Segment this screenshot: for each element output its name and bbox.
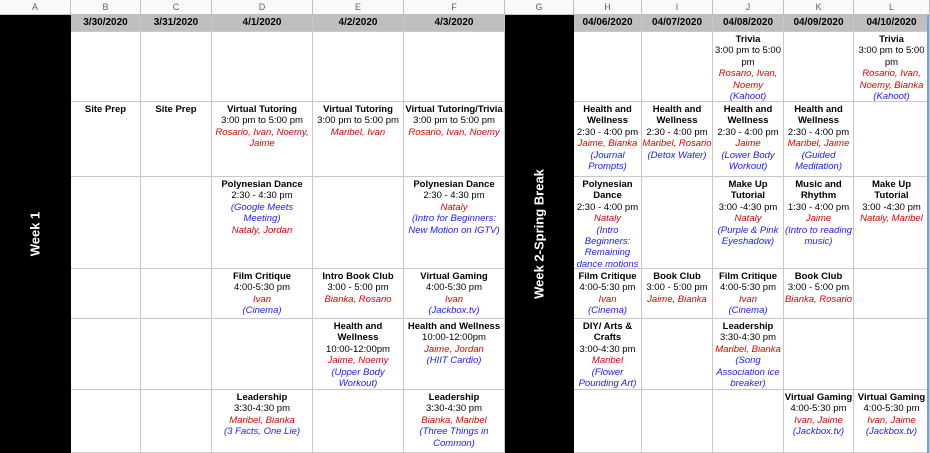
activity-time: 3:00 pm to 5:00 pm <box>858 45 925 68</box>
activity-time: 4:00-5:30 pm <box>234 282 290 294</box>
activity-note: (Lower Body Workout) <box>721 149 775 173</box>
activity-time: 4:00-5:30 pm <box>720 282 776 294</box>
activity-time: 3:00 -4:30 pm <box>718 201 778 213</box>
schedule-cell[interactable] <box>404 32 505 102</box>
column-header-i[interactable]: I <box>642 0 713 15</box>
activity-note: (Flower Pounding Art) <box>578 366 637 390</box>
activity-time: 2:30 - 4:00 pm <box>787 126 850 138</box>
schedule-cell[interactable] <box>141 319 212 390</box>
activity-cell[interactable] <box>574 102 642 177</box>
activity-staff: Ivan, Jaime <box>867 414 916 426</box>
activity-title: Health and Wellness <box>794 104 843 127</box>
activity-staff: Ivan <box>445 293 463 305</box>
activity-cell[interactable] <box>404 319 505 390</box>
activity-note: (Intro for Beginners: New Motion on IGTV) <box>408 213 500 236</box>
activity-note: (Cinema) <box>242 305 282 317</box>
activity-cell[interactable] <box>574 269 642 319</box>
schedule-cell[interactable] <box>71 390 141 453</box>
activity-time: 2:30 - 4:30 pm <box>423 190 485 202</box>
activity-staff: Rosario, Ivan, Noemy <box>718 68 778 91</box>
activity-cell[interactable] <box>713 319 784 390</box>
activity-cell[interactable] <box>713 177 784 269</box>
date-header[interactable]: 4/3/2020 <box>404 15 505 32</box>
schedule-cell[interactable] <box>71 32 141 102</box>
activity-staff: Maribel, Ivan <box>330 126 386 138</box>
activity-time: 3:00 - 5:00 pm <box>646 282 708 294</box>
activity-title: Music and Rhythm <box>795 179 842 202</box>
activity-cell[interactable] <box>141 102 212 177</box>
schedule-cell[interactable] <box>784 319 854 390</box>
schedule-cell[interactable] <box>713 390 784 453</box>
activity-title: Trivia <box>735 34 761 45</box>
activity-staff: Maribel <box>591 355 624 367</box>
activity-cell[interactable] <box>212 177 313 269</box>
activity-title: Book Club <box>794 271 843 282</box>
activity-staff: Jaime <box>805 213 832 225</box>
activity-note: (Journal Prompts) <box>588 149 627 173</box>
column-header-e[interactable]: E <box>313 0 404 15</box>
activity-title: Leadership <box>428 392 480 403</box>
activity-time: 3:00 pm to 5:00 pm <box>221 115 303 127</box>
activity-time: 2:30 - 4:00 pm <box>576 126 639 138</box>
activity-time: 4:00-5:30 pm <box>790 403 847 415</box>
schedule-cell[interactable] <box>854 102 930 177</box>
date-header[interactable]: 04/08/2020 <box>713 15 784 32</box>
date-header[interactable]: 4/1/2020 <box>212 15 313 32</box>
activity-cell[interactable] <box>784 269 854 319</box>
date-header[interactable]: 04/09/2020 <box>784 15 854 32</box>
activity-time: 3:30-4:30 pm <box>234 403 290 415</box>
schedule-cell[interactable] <box>141 177 212 269</box>
activity-staff: Jaime, Noemy <box>327 355 389 367</box>
activity-title: Virtual Gaming <box>784 392 853 403</box>
column-header-a[interactable]: A <box>0 0 71 15</box>
column-header-d[interactable]: D <box>212 0 313 15</box>
activity-time: 2:30 - 4:30 pm <box>231 190 293 202</box>
schedule-cell[interactable] <box>784 32 854 102</box>
activity-cell[interactable] <box>713 269 784 319</box>
activity-time: 2:30 - 4:00 pm <box>717 126 779 138</box>
activity-staff: Maribel, Jaime <box>787 138 850 150</box>
activity-title: Health and Wellness <box>407 321 501 332</box>
activity-title: Polynesian Dance <box>582 179 633 202</box>
schedule-cell[interactable] <box>642 177 713 269</box>
activity-cell[interactable] <box>854 390 930 453</box>
activity-time: 10:00-12:00pm <box>422 332 486 344</box>
activity-title: Health and Wellness <box>723 104 773 127</box>
activity-note: (HIIT Cardio) <box>426 355 482 367</box>
activity-staff: Nataly <box>734 213 762 225</box>
activity-time: 4:00-5:30 pm <box>426 282 482 294</box>
activity-cell[interactable] <box>642 269 713 319</box>
schedule-cell[interactable] <box>141 269 212 319</box>
activity-title: Virtual Tutoring/Trivia <box>405 104 503 115</box>
column-header-l[interactable]: L <box>854 0 930 15</box>
schedule-cell[interactable] <box>574 32 642 102</box>
activity-cell[interactable] <box>212 102 313 177</box>
activity-title: Site Prep <box>84 104 127 115</box>
activity-staff: Bianka, Maribel <box>421 414 487 426</box>
activity-staff: Jaime, Jordan <box>424 343 484 355</box>
activity-cell[interactable] <box>404 102 505 177</box>
activity-title: Film Critique <box>578 271 637 282</box>
activity-staff: Ivan <box>253 293 271 305</box>
column-header-c[interactable]: C <box>141 0 212 15</box>
column-header-k[interactable]: K <box>784 0 854 15</box>
activity-cell[interactable] <box>784 177 854 269</box>
schedule-cell[interactable] <box>574 390 642 453</box>
activity-title: Film Critique <box>718 271 778 282</box>
activity-time: 3:00-4:30 pm <box>579 343 636 355</box>
activity-cell[interactable] <box>642 102 713 177</box>
date-header[interactable]: 4/2/2020 <box>313 15 404 32</box>
activity-cell[interactable] <box>313 269 404 319</box>
schedule-cell[interactable] <box>854 269 930 319</box>
activity-note: (Purple & Pink Eyeshadow) <box>717 224 779 248</box>
activity-cell[interactable] <box>713 102 784 177</box>
schedule-cell[interactable] <box>212 32 313 102</box>
activity-staff: Nataly, Maribel <box>860 213 923 225</box>
activity-cell[interactable] <box>854 177 930 269</box>
activity-note: (Kahoot) <box>873 91 910 102</box>
activity-note: (Detox Water) <box>647 149 707 161</box>
schedule-cell[interactable] <box>71 177 141 269</box>
schedule-cell[interactable] <box>71 319 141 390</box>
schedule-cell[interactable] <box>141 32 212 102</box>
activity-staff: Maribel, Bianka <box>229 414 295 426</box>
activity-time: 2:30 - 4:00 pm <box>576 201 639 213</box>
activity-staff: Rosario, Ivan, Noemy <box>408 126 500 138</box>
date-header[interactable]: 3/30/2020 <box>71 15 141 32</box>
activity-note: (Three Things in Common) <box>419 426 489 449</box>
activity-cell[interactable] <box>784 102 854 177</box>
column-header-b[interactable]: B <box>71 0 141 15</box>
activity-note: (Upper Body Workout) <box>331 366 385 390</box>
activity-title: Polynesian Dance <box>413 179 495 190</box>
activity-note: (Jackbox.tv) <box>428 305 480 317</box>
schedule-cell[interactable] <box>313 390 404 453</box>
activity-time: 3:00 -4:30 pm <box>862 201 921 213</box>
activity-cell[interactable] <box>212 269 313 319</box>
scroll-edge-divider <box>927 15 929 453</box>
activity-note: (Intro to reading music) <box>784 224 853 248</box>
schedule-cell[interactable] <box>854 319 930 390</box>
activity-staff: Maribel, Rosario <box>642 138 712 150</box>
activity-title: Make Up Tutorial <box>871 179 912 202</box>
activity-cell[interactable] <box>212 390 313 453</box>
activity-staff: Ivan, Jaime <box>794 414 843 426</box>
activity-cell[interactable] <box>404 177 505 269</box>
activity-title: Book Club <box>653 271 701 282</box>
activity-note: (Jackbox.tv) <box>792 426 845 438</box>
activity-cell[interactable] <box>313 102 404 177</box>
activity-cell[interactable] <box>713 32 784 102</box>
activity-staff: Maribel, Bianka <box>715 343 781 355</box>
activity-cell[interactable] <box>784 390 854 453</box>
activity-staff: Rosario, Ivan, Noemy, Jaime <box>215 126 309 150</box>
activity-time: 10:00-12:00pm <box>326 343 390 355</box>
activity-staff: Ivan <box>598 293 617 305</box>
activity-time: 3:00 - 5:00 pm <box>787 282 850 294</box>
activity-cell[interactable] <box>574 177 642 269</box>
schedule-cell[interactable] <box>212 319 313 390</box>
date-header[interactable]: 04/10/2020 <box>854 15 930 32</box>
activity-staff: Nataly <box>440 201 468 213</box>
activity-title: Make Up Tutorial <box>728 179 768 202</box>
activity-time: 3:30-4:30 pm <box>426 403 482 415</box>
column-header-f[interactable]: F <box>404 0 505 15</box>
activity-title: Leadership <box>722 321 774 332</box>
week-band-2[interactable] <box>505 15 574 453</box>
activity-note: (3 Facts, One Lie) <box>223 426 301 438</box>
activity-staff: Ivan <box>739 293 757 305</box>
schedule-cell[interactable] <box>642 390 713 453</box>
activity-staff: Nataly <box>594 213 621 225</box>
activity-cell[interactable] <box>574 319 642 390</box>
activity-title: Polynesian Dance <box>221 179 303 190</box>
activity-title: Virtual Tutoring <box>227 104 297 115</box>
activity-cell[interactable] <box>404 269 505 319</box>
week-label: Week 1 <box>27 211 43 257</box>
column-header-h[interactable]: H <box>574 0 642 15</box>
activity-cell[interactable] <box>404 390 505 453</box>
activity-time: 1:30 - 4:00 pm <box>787 201 850 213</box>
activity-staff: Bianka, Rosario <box>784 293 853 305</box>
activity-staff: Jaime <box>735 138 761 150</box>
activity-note: (Jackbox.tv) <box>865 426 918 438</box>
schedule-cell[interactable] <box>642 319 713 390</box>
schedule-cell[interactable] <box>642 32 713 102</box>
schedule-cell[interactable] <box>313 32 404 102</box>
week-label: Week 2-Spring Break <box>531 169 547 299</box>
activity-title: Virtual Gaming <box>420 271 488 282</box>
activity-staff: Nataly, Jordan <box>231 224 293 236</box>
activity-time: 4:00-5:30 pm <box>863 403 920 415</box>
activity-time: 3:00 pm to 5:00 pm <box>317 115 399 127</box>
activity-note: (Kahoot) <box>729 91 767 102</box>
column-header-g[interactable]: G <box>505 0 574 15</box>
activity-time: 2:30 - 4:00 pm <box>646 126 708 138</box>
activity-title: Leadership <box>236 392 288 403</box>
activity-note: (Google Meets Meeting) <box>230 201 294 225</box>
activity-cell[interactable] <box>313 319 404 390</box>
activity-cell[interactable] <box>854 32 930 102</box>
activity-title: Site Prep <box>155 104 197 115</box>
activity-staff: Jaime, Bianka <box>577 138 638 150</box>
activity-title: Virtual Gaming <box>857 392 926 403</box>
activity-note: (Song Association ice breaker) <box>716 355 780 390</box>
activity-title: Virtual Tutoring <box>323 104 393 115</box>
activity-note: (Cinema) <box>587 305 628 317</box>
activity-note: (Cinema) <box>728 305 768 317</box>
activity-staff: Jaime, Bianka <box>647 293 707 305</box>
activity-staff: Bianka, Rosario <box>324 293 392 305</box>
activity-title: DIY/ Arts & Crafts <box>582 321 633 344</box>
activity-title: Trivia <box>879 34 904 45</box>
activity-time: 3:30-4:30 pm <box>720 332 776 344</box>
schedule-cell[interactable] <box>141 390 212 453</box>
activity-time: 4:00-5:30 pm <box>579 282 636 294</box>
activity-title: Health and Wellness <box>652 104 702 127</box>
activity-time: 3:00 pm to 5:00 pm <box>413 115 495 127</box>
activity-title: Intro Book Club <box>322 271 394 282</box>
date-header[interactable]: 04/07/2020 <box>642 15 713 32</box>
activity-note: (Guided Meditation) <box>795 149 842 173</box>
activity-title: Health and Wellness <box>583 104 632 127</box>
date-header[interactable]: 04/06/2020 <box>574 15 642 32</box>
activity-title: Film Critique <box>232 271 292 282</box>
column-header-j[interactable]: J <box>713 0 784 15</box>
activity-cell[interactable] <box>71 102 141 177</box>
activity-title: Health and Wellness <box>333 321 383 344</box>
activity-staff: Rosario, Ivan, Noemy, Bianka <box>859 68 924 91</box>
activity-note: (Intro Beginners: Remaining dance motions <box>576 224 639 269</box>
schedule-cell[interactable] <box>313 177 404 269</box>
activity-time: 3:00 - 5:00 pm <box>327 282 389 294</box>
week-band-1[interactable] <box>0 15 71 453</box>
schedule-cell[interactable] <box>71 269 141 319</box>
date-header[interactable]: 3/31/2020 <box>141 15 212 32</box>
activity-time: 3:00 pm to 5:00 pm <box>714 45 782 68</box>
